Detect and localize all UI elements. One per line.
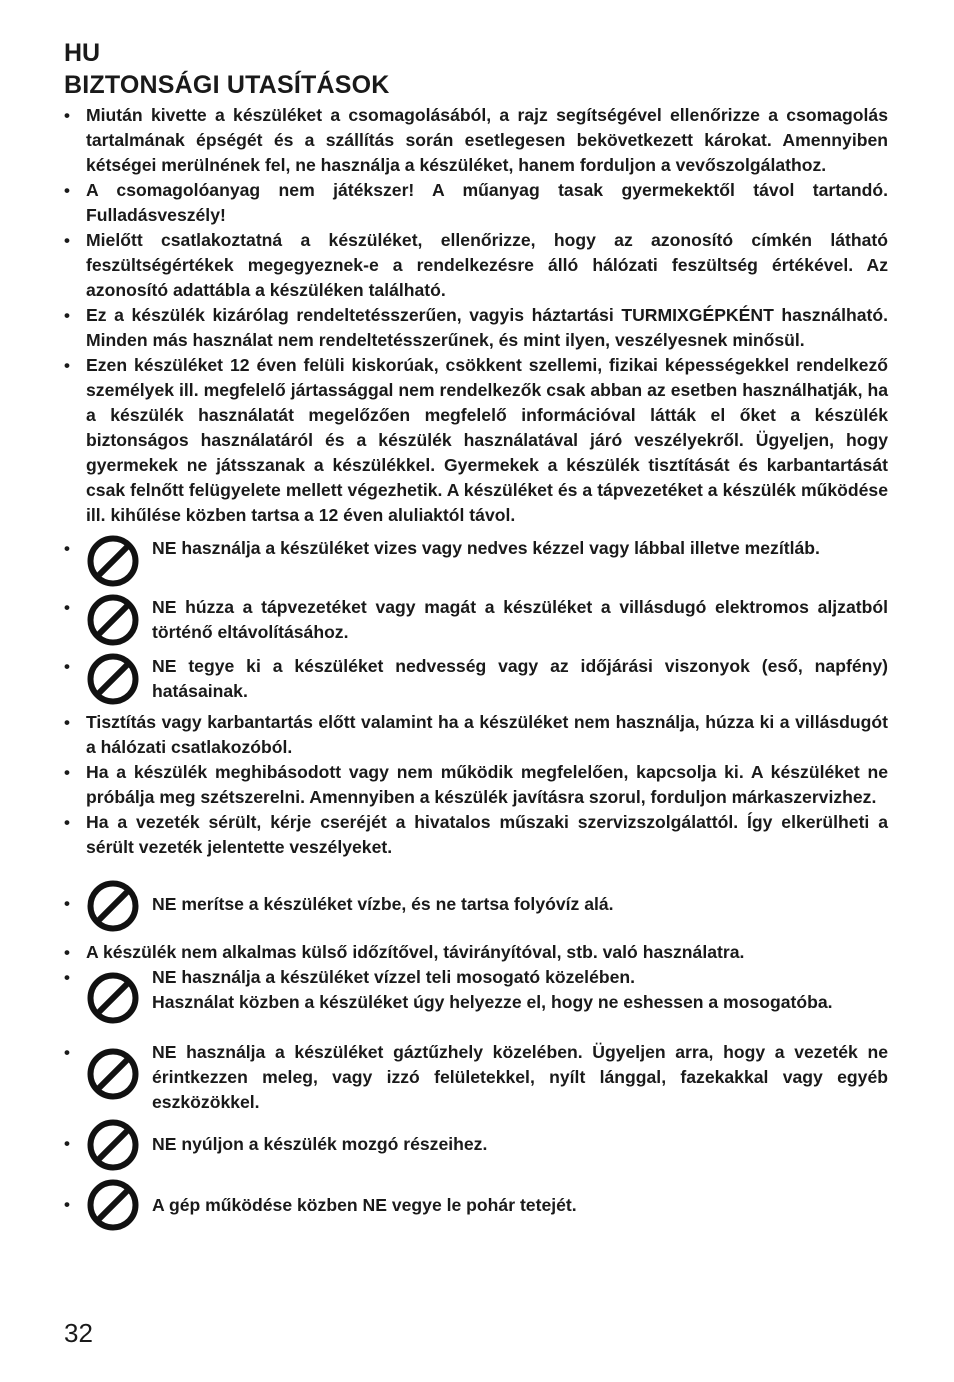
bullet: •: [64, 306, 70, 325]
warning-item: • NE használja a készüléket vízzel teli mosogató közelében. Használat közben a készüléket úgy helyezze el, hogy ne eshessen a mosogatóba.: [64, 965, 888, 1040]
list-item: • Ezen készüléket 12 éven felüli kiskorúak, csökkent szellemi, fizikai képességekkel rendelkező személyek ill. megfelelő jártassággal nem rendelkezők csak abban az esetben használhatják, ha a készülék használatát megelőzően megfelelő információval látták el őket a készülék biztonságos használatáról és a készülék használatával járó veszélyekről. Ügyeljen, hogy gyermekek ne játsszanak a készülékkel. Gyermekek a készülék tisztítását és karbantartását csak felnőtt felügyelete mellett végezhetik. A készüléket és a tápvezetéket a készülék működése ill. kihűlése közben tartsa a 12 éven aluliaktól távol.: [64, 355, 888, 525]
list-item: • A csomagolóanyag nem játékszer! A műanyag tasak gyermekektől távol tartandó. Fulladásveszély!: [64, 180, 888, 225]
prohibition-icon: [86, 593, 140, 647]
list-item: • Miután kivette a készüléket a csomagolásából, a rajz segítségével ellenőrizze a csomagolás tartalmának épségét és a szállítás során esetlegesen bekövetkezett károkat. Amennyiben kétségei merülnének fel, ne használja a készüléket, hanem forduljon a vevőszolgálathoz.: [64, 105, 888, 175]
bullet: •: [64, 598, 70, 617]
bullet: •: [64, 813, 70, 832]
prohibition-icon: [86, 971, 140, 1025]
bullet: •: [64, 1043, 70, 1062]
bullet: •: [64, 356, 70, 375]
bullet: •: [64, 1134, 70, 1153]
document-page: [64, 38, 888, 1234]
bullet: •: [64, 763, 70, 782]
bullet: •: [64, 181, 70, 200]
page-title: BIZTONSÁGI UTASÍTÁSOK: [64, 71, 390, 99]
bullet: •: [64, 943, 70, 962]
bullet: •: [64, 657, 70, 676]
bullet: •: [64, 713, 70, 732]
bullet: •: [64, 894, 70, 913]
prohibition-icon: [86, 1178, 140, 1232]
warning-item: • NE nyúljon a készülék mozgó részeihez.: [64, 1119, 888, 1171]
list-item: • Ha a készülék meghibásodott vagy nem működik megfelelően, kapcsolja ki. A készüléket ne próbálja meg szétszerelni. Amennyiben a készülék javításra szorul, forduljon márkaszervizhez.: [64, 762, 888, 807]
bullet: •: [64, 1195, 70, 1214]
language-code: HU: [64, 39, 101, 67]
warning-item: • A gép működése közben NE vegye le pohár tetejét.: [64, 1176, 888, 1234]
list-item: • Tisztítás vagy karbantartás előtt valamint ha a készüléket nem használja, húzza ki a villásdugót a hálózati csatlakozóból.: [64, 712, 888, 757]
page-number: 32: [64, 1318, 93, 1348]
list-item: • Mielőtt csatlakoztatná a készüléket, ellenőrizze, hogy az azonosító címkén látható feszültségértékek megegyeznek-e a rendelkezésre álló hálózati feszültség értékével. Az azonosító adattábla a készüléken található.: [64, 230, 888, 300]
prohibition-icon: [86, 879, 140, 933]
warning-item: • NE húzza a tápvezetéket vagy magát a készüléket a villásdugó elektromos aljzatból történő eltávolításához.: [64, 595, 888, 647]
list-item: • A készülék nem alkalmas külső időzítővel, távirányítóval, stb. való használatra.: [64, 940, 888, 965]
list-item: • Ha a vezeték sérült, kérje cseréjét a hivatalos műszaki szervizszolgálattól. Így elkerülheti a sérült vezeték jelentette veszélyeket.: [64, 812, 888, 857]
list-item: • Ez a készülék kizárólag rendeltetésszerűen, vagyis háztartási TURMIXGÉPKÉNT használható. Minden más használat nem rendeltetésszerűnek, és mint ilyen, veszélyesnek minősül.: [64, 305, 888, 350]
warning-item: • NE merítse a készüléket vízbe, és ne tartsa folyóvíz alá.: [64, 876, 888, 932]
prohibition-icon: [86, 1047, 140, 1101]
bullet: •: [64, 968, 70, 987]
warning-item: • NE használja a készüléket vizes vagy nedves kézzel vagy lábbal illetve mezítláb.: [64, 536, 888, 588]
bullet: •: [64, 106, 70, 125]
bullet: •: [64, 231, 70, 250]
prohibition-icon: [86, 1118, 140, 1172]
prohibition-icon: [86, 534, 140, 588]
bullet: •: [64, 539, 70, 558]
warning-item: • NE használja a készüléket gáztűzhely közelében. Ügyeljen arra, hogy a vezeték ne érintkezzen meleg, vagy izzó felületekkel, nyílt lánggal, fazekakkal vagy egyéb eszközökkel.: [64, 1042, 888, 1112]
warning-item: • NE tegye ki a készüléket nedvesség vagy az időjárási viszonyok (eső, napfény) hatásainak.: [64, 654, 888, 706]
prohibition-icon: [86, 652, 140, 706]
